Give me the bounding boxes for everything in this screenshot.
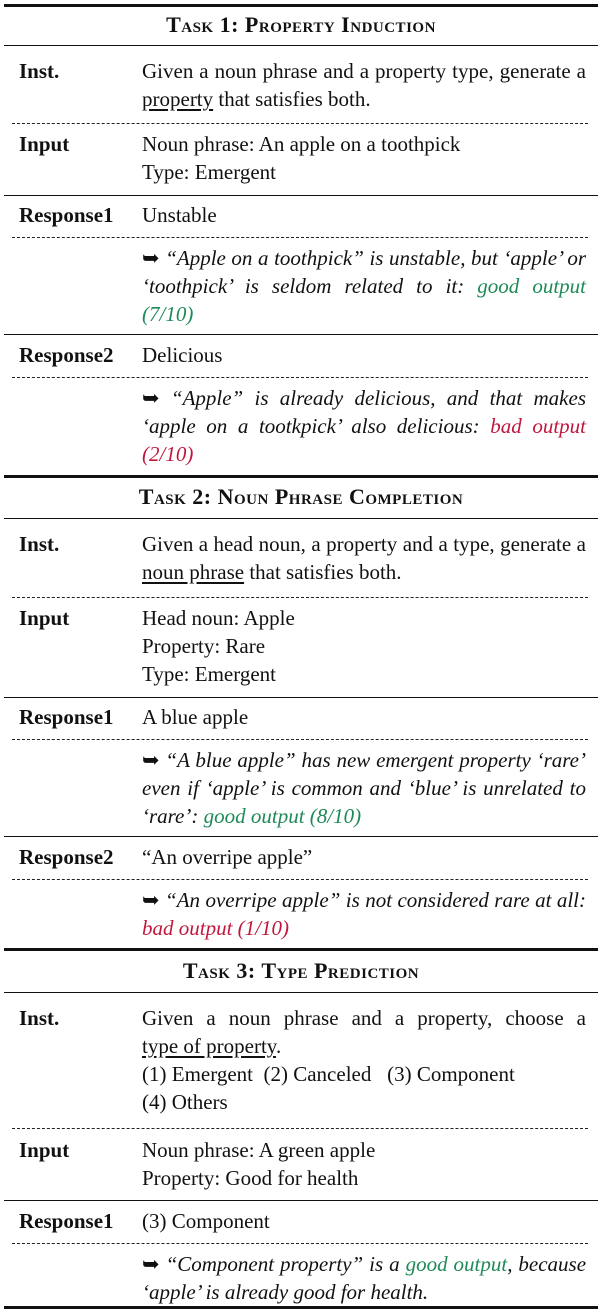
dash-rule — [12, 1128, 588, 1129]
task2-response2-label: Response2 — [19, 845, 114, 869]
dash-rule — [12, 123, 588, 124]
task1-response1-explanation: ➥ “Apple on a toothpick” is unstable, but ‘apple’ or ‘toothpick’ is seldom related to it: good output (7/10) — [142, 246, 586, 326]
task3-inst-key: type of property — [142, 1034, 276, 1058]
task2-inst-label: Inst. — [19, 532, 60, 556]
rule — [4, 334, 598, 335]
task2-input-line: Property: Rare — [142, 634, 266, 658]
task2-input-label: Input — [19, 606, 70, 630]
rule-top — [4, 4, 598, 7]
task3-input-line: Noun phrase: A green apple — [142, 1138, 376, 1162]
dash-rule — [12, 1243, 588, 1244]
task1-title: Task 1: Property Induction — [166, 12, 436, 37]
task1-inst-key: property — [142, 87, 214, 111]
task1-inst-text: Given a noun phrase and a property type, generate a property that satisfies both. — [142, 59, 586, 111]
verdict-good: good output (8/10) — [203, 804, 362, 828]
dash-rule — [12, 879, 588, 880]
task1-response2-label: Response2 — [19, 343, 114, 367]
arrow-icon: ➥ — [142, 888, 160, 912]
rule — [4, 518, 598, 519]
rule — [4, 195, 598, 196]
rule — [4, 992, 598, 993]
rule — [4, 836, 598, 837]
task2-response1-explanation: ➥ “A blue apple” has new emergent property ‘rare’ even if ‘apple’ is common and ‘blue’ is unrelated to ‘rare’: good output (8/10) — [142, 748, 586, 828]
task3-input-line: Property: Good for health — [142, 1166, 359, 1190]
task2-response1-label: Response1 — [19, 705, 114, 729]
arrow-icon: ➥ — [142, 1252, 160, 1276]
task3-inst-line: Given a noun phrase and a property, choose a — [142, 1006, 586, 1030]
task2-response2-value: “An overripe apple” — [142, 845, 313, 869]
dash-rule — [12, 597, 588, 598]
task2-input-line: Type: Emergent — [142, 662, 277, 686]
task1-response2-value: Delicious — [142, 343, 223, 367]
task3-response1-explanation: ➥ “Component property” is a good output, because ‘apple’ is already good for health. — [142, 1252, 587, 1304]
task1-input-line: Noun phrase: An apple on a toothpick — [142, 132, 461, 156]
verdict-good: good output — [405, 1252, 508, 1276]
rule — [4, 1200, 598, 1201]
dash-rule — [12, 739, 588, 740]
arrow-icon: ➥ — [142, 748, 160, 772]
task1-input-label: Input — [19, 132, 70, 156]
verdict-good: good output (7/10) — [142, 274, 586, 326]
task1-inst-label: Inst. — [19, 59, 60, 83]
task2-inst-key: noun phrase — [142, 560, 245, 584]
task2-title: Task 2: Noun Phrase Completion — [138, 484, 464, 509]
rule — [4, 45, 598, 46]
task1-input-line: Type: Emergent — [142, 160, 277, 184]
verdict-bad: bad output (2/10) — [142, 414, 587, 466]
task3-inst-key-line: type of property. — [142, 1034, 282, 1058]
task3-options: (1) Emergent (2) Canceled (3) Component — [142, 1062, 515, 1086]
task3-title: Task 3: Type Prediction — [182, 958, 420, 983]
rule-bottom — [4, 1306, 598, 1309]
task2-response2-explanation: ➥ “An overripe apple” is not considered rare at all: bad output (1/10) — [142, 888, 587, 940]
rule-section — [4, 475, 598, 478]
dash-rule — [12, 237, 588, 238]
task3-input-label: Input — [19, 1138, 70, 1162]
task1-response1-label: Response1 — [19, 203, 114, 227]
arrow-icon: ➥ — [142, 246, 160, 270]
task3-response1-value: (3) Component — [142, 1209, 270, 1233]
task1-response2-explanation: ➥ “Apple” is already delicious, and that makes ‘apple on a tootkpick’ also delicious: bad output (2/10) — [142, 386, 587, 466]
task3-options: (4) Others — [142, 1090, 228, 1114]
task2-response1-value: A blue apple — [142, 705, 249, 729]
rule-section — [4, 948, 598, 951]
rule — [4, 697, 598, 698]
task1-response1-value: Unstable — [142, 203, 217, 227]
dash-rule — [12, 377, 588, 378]
task2-inst-text: Given a head noun, a property and a type, generate a noun phrase that satisfies both. — [142, 532, 586, 584]
task3-response1-label: Response1 — [19, 1209, 114, 1233]
task3-inst-label: Inst. — [19, 1006, 60, 1030]
verdict-bad: bad output (1/10) — [142, 916, 289, 940]
arrow-icon: ➥ — [142, 386, 160, 410]
task2-input-line: Head noun: Apple — [142, 606, 295, 630]
